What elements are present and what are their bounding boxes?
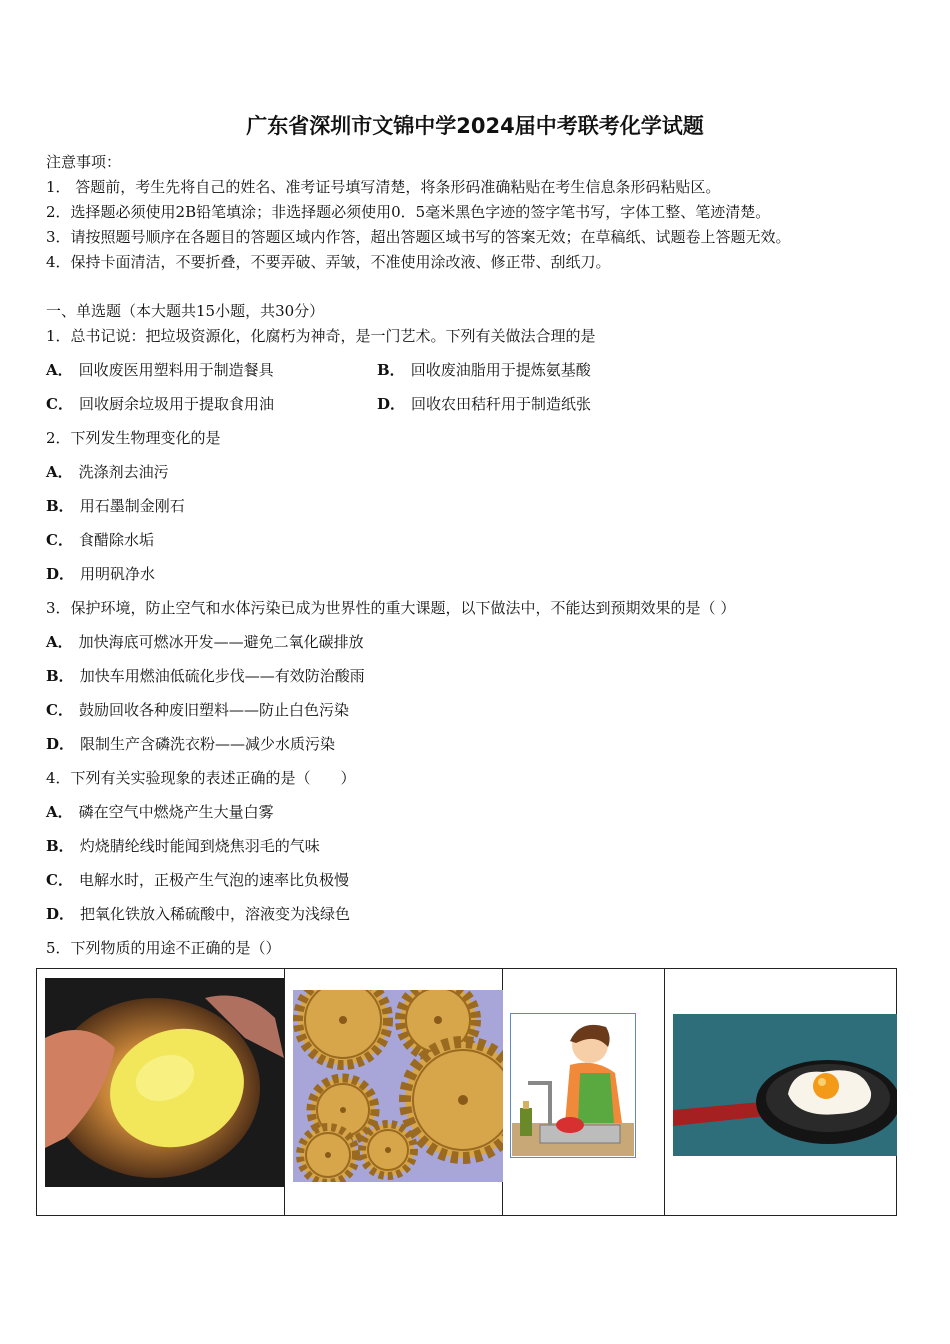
- q3-option-b: [46, 666, 365, 686]
- option-label: A．: [46, 463, 73, 481]
- notice-item: 3．请按照题号顺序在各题目的答题区域内作答，超出答题区域书写的答案无效；在草稿纸、试题卷上答题无效。: [46, 228, 791, 246]
- option-label: D．: [46, 735, 75, 753]
- q1-option-a: [46, 360, 274, 380]
- option-text: 洗涤剂去油污: [78, 463, 169, 481]
- q3-option-a: [46, 632, 364, 652]
- option-text: 限制生产含磷洗衣粉——减少水质污染: [80, 735, 336, 753]
- option-label: D．: [377, 395, 406, 413]
- illustration-boy-washing-dishes: [510, 1013, 636, 1158]
- section-heading: 一、单选题（本大题共15小题，共30分）: [46, 302, 325, 320]
- q4-option-c: [46, 870, 349, 890]
- q4-option-b: [46, 836, 320, 856]
- question-1-stem: 1．总书记说：把垃圾资源化，化腐朽为神奇，是一门艺术。下列有关做法合理的是: [46, 327, 596, 345]
- option-text: 电解水时，正极产生气泡的速率比负极慢: [78, 871, 349, 889]
- question-2-stem: 2．下列发生物理变化的是: [46, 429, 221, 447]
- option-label: D．: [46, 565, 75, 583]
- q2-option-d: [46, 564, 155, 584]
- option-text: 用石墨制金刚石: [79, 497, 185, 515]
- page-title: 广东省深圳市文锦中学2024届中考联考化学试题: [246, 114, 704, 138]
- notice-item: 2．选择题必须使用2B铅笔填涂；非选择题必须使用0．5毫米黑色字迹的签字笔书写，字体工整、笔迹清楚。: [46, 203, 771, 221]
- option-text: 鼓励回收各种废旧塑料——防止白色污染: [78, 701, 349, 719]
- option-text: 灼烧腈纶线时能闻到烧焦羽毛的气味: [79, 837, 320, 855]
- option-label: C．: [46, 531, 73, 549]
- q3-option-d: [46, 734, 335, 754]
- option-label: B．: [377, 361, 405, 379]
- photo-glowing-disc: [45, 978, 284, 1187]
- option-text: 加快海底可燃冰开发——避免二氧化碳排放: [78, 633, 364, 651]
- option-label: A．: [46, 361, 73, 379]
- notice-item: 1． 答题前，考生先将自己的姓名、准考证号填写清楚，将条形码准确粘贴在考生信息条形码粘贴区。: [46, 178, 721, 196]
- option-text: 加快车用燃油低硫化步伐——有效防治酸雨: [79, 667, 365, 685]
- question-5-stem: 5．下列物质的用途不正确的是（）: [46, 939, 281, 957]
- option-text: 回收废油脂用于提炼氨基酸: [410, 361, 591, 379]
- notice-item: 4．保持卡面清洁，不要折叠，不要弄破、弄皱，不准使用涂改液、修正带、刮纸刀。: [46, 253, 611, 271]
- option-label: B．: [46, 497, 74, 515]
- photo-fried-egg-pan: [673, 1014, 897, 1156]
- option-label: D．: [46, 905, 75, 923]
- option-text: 把氧化铁放入稀硫酸中，溶液变为浅绿色: [80, 905, 351, 923]
- option-text: 食醋除水垢: [78, 531, 154, 549]
- option-text: 磷在空气中燃烧产生大量白雾: [78, 803, 274, 821]
- photo-golden-gears: [293, 990, 503, 1182]
- option-text: 用明矾净水: [80, 565, 156, 583]
- option-label: C．: [46, 701, 73, 719]
- option-label: C．: [46, 395, 73, 413]
- option-label: C．: [46, 871, 73, 889]
- option-label: B．: [46, 667, 74, 685]
- option-text: 回收农田秸秆用于制造纸张: [411, 395, 592, 413]
- option-label: A．: [46, 803, 73, 821]
- question-4-stem: 4．下列有关实验现象的表述正确的是（ ）: [46, 769, 356, 787]
- q2-option-a: [46, 462, 169, 482]
- option-text: 回收厨余垃圾用于提取食用油: [78, 395, 274, 413]
- q3-option-c: [46, 700, 349, 720]
- option-text: 回收废医用塑料用于制造餐具: [78, 361, 274, 379]
- q4-option-d: [46, 904, 350, 924]
- q2-option-c: [46, 530, 154, 550]
- q4-option-a: [46, 802, 274, 822]
- q1-option-c: [46, 394, 274, 414]
- notice-heading: 注意事项：: [46, 153, 122, 171]
- q1-option-b: [377, 360, 591, 380]
- option-label: B．: [46, 837, 74, 855]
- q2-option-b: [46, 496, 185, 516]
- option-label: A．: [46, 633, 73, 651]
- question-3-stem: 3．保护环境，防止空气和水体污染已成为世界性的重大课题，以下做法中，不能达到预期效果的是（ ）: [46, 599, 736, 617]
- q1-option-d: [377, 394, 591, 414]
